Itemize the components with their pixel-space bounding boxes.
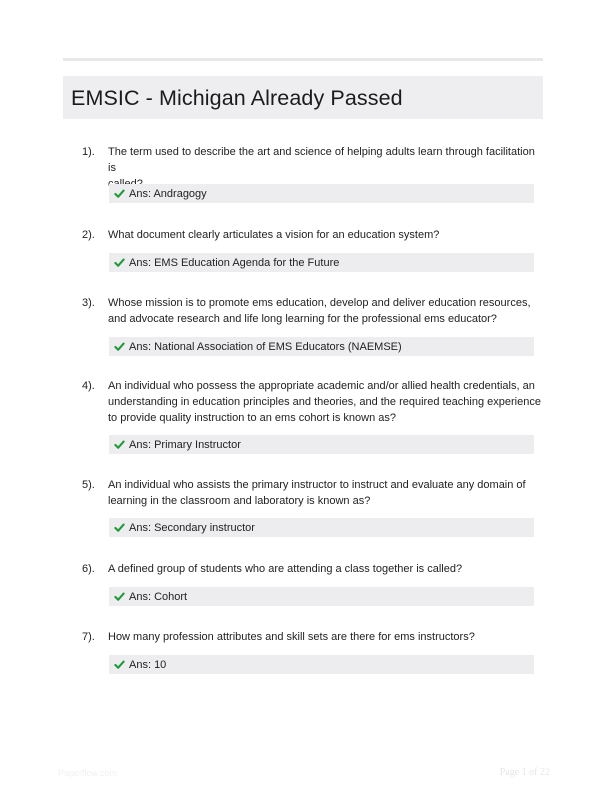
check-icon bbox=[114, 257, 125, 268]
check-icon bbox=[114, 522, 125, 533]
question-line: The term used to describe the art and science of helping adults learn through facilitation is bbox=[108, 146, 535, 174]
answer-box bbox=[109, 253, 534, 272]
answer-box bbox=[109, 518, 534, 537]
question-number: 1). bbox=[82, 146, 95, 158]
answer-text: Ans: Cohort bbox=[129, 590, 188, 603]
document-title: EMSIC - Michigan Already Passed bbox=[71, 86, 403, 110]
answer-text: Ans: Secondary instructor bbox=[129, 521, 255, 534]
question-line: understanding in education principles and theories, and the required teaching experience bbox=[108, 396, 541, 408]
title-banner bbox=[63, 76, 543, 119]
question-line: An individual who possess the appropriate academic and/or allied health credentials, an bbox=[108, 380, 535, 392]
question-line: to provide quality instruction to an ems cohort is known as? bbox=[108, 412, 396, 424]
question-text bbox=[108, 295, 541, 327]
check-icon bbox=[114, 439, 125, 450]
answer-box bbox=[109, 435, 534, 454]
question-text bbox=[108, 477, 541, 509]
question-text bbox=[108, 561, 541, 577]
question-text bbox=[108, 629, 541, 645]
question-number: 5). bbox=[82, 479, 95, 491]
answer-box bbox=[109, 587, 534, 606]
question-line: Whose mission is to promote ems education, develop and deliver education resources, bbox=[108, 297, 531, 309]
answer-text: Ans: EMS Education Agenda for the Future bbox=[129, 256, 340, 269]
question-line: learning in the classroom and laboratory is known as? bbox=[108, 495, 371, 507]
question-number: 3). bbox=[82, 297, 95, 309]
answer-text: Ans: 10 bbox=[129, 658, 167, 671]
question-text bbox=[108, 378, 541, 426]
question-number: 4). bbox=[82, 380, 95, 392]
question-line: How many profession attributes and skill sets are there for ems instructors? bbox=[108, 631, 475, 643]
answer-text: Ans: Primary Instructor bbox=[129, 438, 241, 451]
answer-text: Ans: Andragogy bbox=[129, 187, 207, 200]
check-icon bbox=[114, 188, 125, 199]
question-line: An individual who assists the primary instructor to instruct and evaluate any domain of bbox=[108, 479, 526, 491]
question-number: 6). bbox=[82, 563, 95, 575]
footer-watermark: Paperflow.com bbox=[58, 768, 118, 778]
answer-text: Ans: National Association of EMS Educators (NAEMSE) bbox=[129, 340, 402, 353]
answer-box bbox=[109, 655, 534, 674]
question-line: and advocate research and life long learning for the professional ems educator? bbox=[108, 313, 497, 325]
question-text bbox=[108, 227, 541, 243]
question-line: What document clearly articulates a vision for an education system? bbox=[108, 229, 440, 241]
check-icon bbox=[114, 591, 125, 602]
question-number: 7). bbox=[82, 631, 95, 643]
answer-box bbox=[109, 184, 534, 203]
check-icon bbox=[114, 659, 125, 670]
answer-box bbox=[109, 337, 534, 356]
question-line: A defined group of students who are attending a class together is called? bbox=[108, 563, 463, 575]
header-divider bbox=[63, 58, 543, 61]
question-number: 2). bbox=[82, 229, 95, 241]
check-icon bbox=[114, 341, 125, 352]
page-number: Page 1 of 22 bbox=[499, 767, 550, 778]
